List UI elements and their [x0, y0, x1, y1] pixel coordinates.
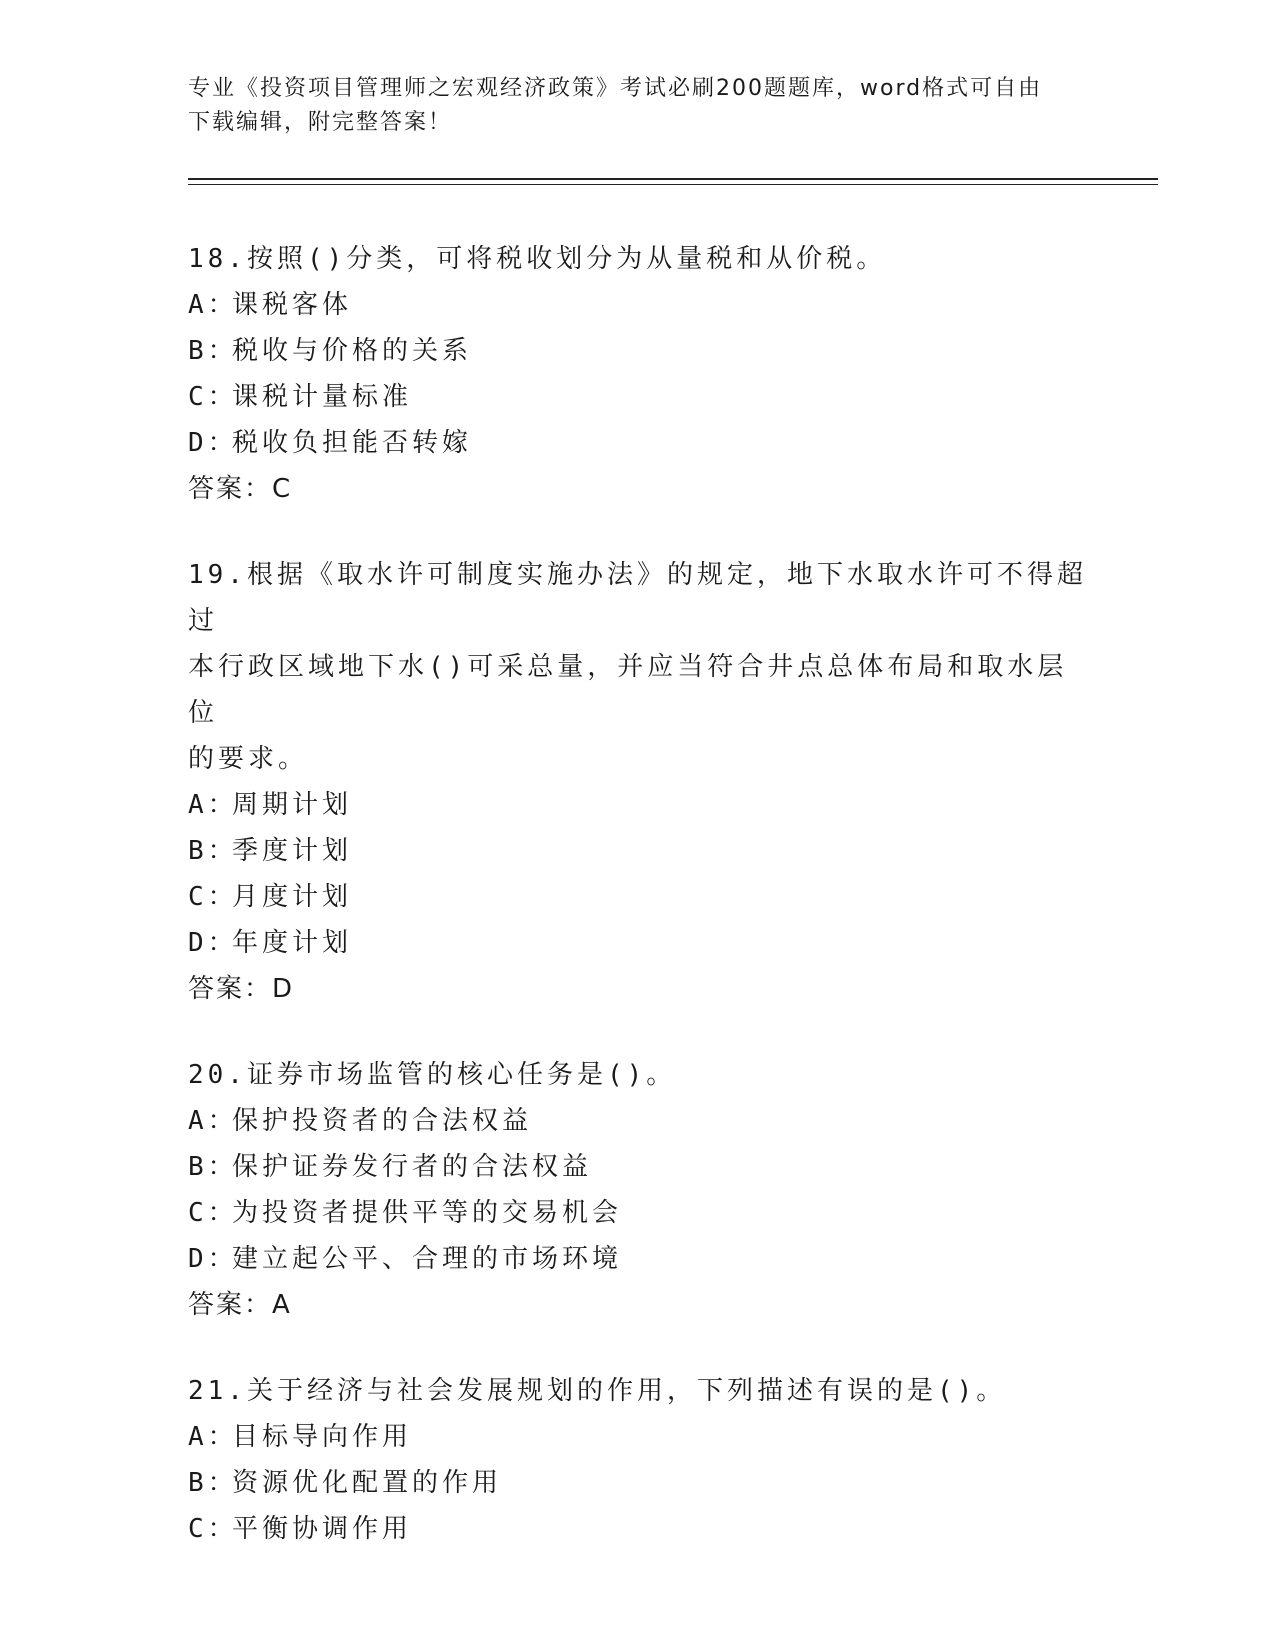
option-label: A： [188, 1422, 238, 1452]
question-stem-line-3: 的要求。 [188, 744, 309, 774]
question-stem-line-1: 19.根据《取水许可制度实施办法》的规定，地下水取水许可不得超过 [188, 560, 1087, 636]
option-text: 税收与价格的关系 [232, 336, 473, 366]
question-20 [188, 1052, 1088, 1328]
option-text: 课税计量标准 [232, 382, 413, 412]
option-c [188, 874, 1088, 920]
question-stem-line-2: 本行政区域地下水()可采总量，并应当符合井点总体布局和取水层位 [188, 652, 1068, 728]
option-label: C： [188, 882, 238, 912]
option-c [188, 1506, 1088, 1552]
option-text: 平衡协调作用 [232, 1514, 413, 1544]
question-21 [188, 1368, 1088, 1552]
question-stem: 18.按照()分类，可将税收划分为从量税和从价税。 [188, 244, 887, 274]
header-divider [188, 178, 1158, 185]
option-text: 为投资者提供平等的交易机会 [232, 1198, 623, 1228]
option-a [188, 782, 1088, 828]
option-b [188, 1460, 1088, 1506]
option-text: 目标导向作用 [232, 1422, 413, 1452]
option-d [188, 1236, 1088, 1282]
option-text: 年度计划 [232, 928, 353, 958]
document-header [188, 72, 1068, 140]
option-label: C： [188, 1198, 238, 1228]
option-text: 周期计划 [232, 790, 353, 820]
option-b [188, 328, 1088, 374]
question-stem: 21.关于经济与社会发展规划的作用，下列描述有误的是()。 [188, 1376, 1007, 1406]
option-label: B： [188, 336, 238, 366]
option-text: 课税客体 [232, 290, 353, 320]
option-label: D： [188, 428, 238, 458]
header-line-1: 专业《投资项目管理师之宏观经济政策》考试必刷200题题库，word格式可自由 [188, 76, 1043, 101]
option-a [188, 282, 1088, 328]
option-label: A： [188, 1106, 238, 1136]
option-d [188, 920, 1088, 966]
question-18 [188, 236, 1088, 512]
option-b [188, 828, 1088, 874]
option-label: B： [188, 1468, 238, 1498]
question-stem: 20.证券市场监管的核心任务是()。 [188, 1060, 677, 1090]
option-c [188, 1190, 1088, 1236]
question-19 [188, 552, 1088, 1012]
option-text: 建立起公平、合理的市场环境 [232, 1244, 623, 1274]
question-list [188, 236, 1088, 1592]
option-label: D： [188, 1244, 238, 1274]
option-a [188, 1414, 1088, 1460]
option-label: D： [188, 928, 238, 958]
answer-line: 答案：D [188, 974, 295, 1004]
option-label: A： [188, 290, 238, 320]
option-label: C： [188, 1514, 238, 1544]
option-c [188, 374, 1088, 420]
option-label: B： [188, 836, 238, 866]
answer-line: 答案：C [188, 474, 293, 504]
option-text: 季度计划 [232, 836, 353, 866]
option-text: 资源优化配置的作用 [232, 1468, 503, 1498]
option-label: A： [188, 790, 238, 820]
option-text: 保护投资者的合法权益 [232, 1106, 533, 1136]
option-text: 月度计划 [232, 882, 353, 912]
option-label: B： [188, 1152, 238, 1182]
option-d [188, 420, 1088, 466]
header-line-2: 下载编辑，附完整答案！ [188, 110, 453, 135]
answer-line: 答案：A [188, 1290, 292, 1320]
option-b [188, 1144, 1088, 1190]
option-label: C： [188, 382, 238, 412]
option-text: 保护证券发行者的合法权益 [232, 1152, 593, 1182]
option-a [188, 1098, 1088, 1144]
option-text: 税收负担能否转嫁 [232, 428, 473, 458]
